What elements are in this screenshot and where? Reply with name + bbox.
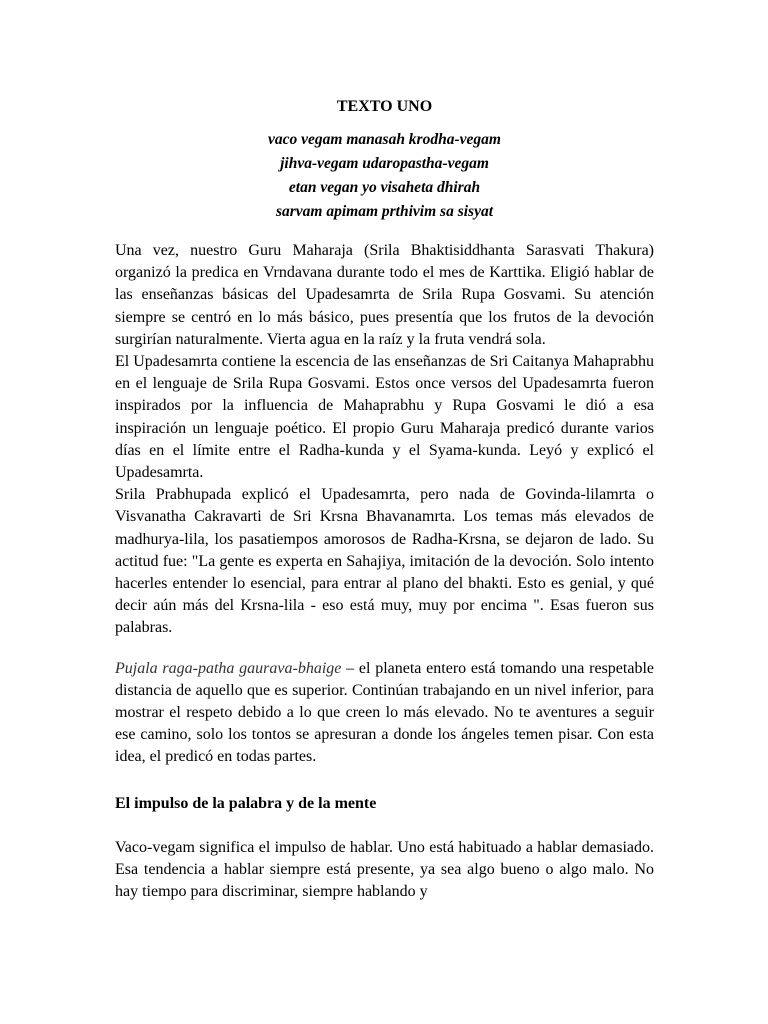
body-paragraph: Vaco-vegam significa el impulso de hablar. Uno está habituado a hablar demasiado. Esa tendencia a hablar siempre está presente, ya sea algo bueno o algo malo. No hay tiempo para discriminar, siempre hablando y [115, 838, 654, 901]
body-paragraph: Srila Prabhupada explicó el Upadesamrta, pero nada de Govinda-lilamrta o Visvanatha Cakravarti de Sri Krsna Bhavanamrta. Los temas más elevados de madhurya-lila, los pasatiempos amorosos de Radha-Krsna, se dejaron de lado. Su actitud fue: "La gente es experta en Sahajiya, imitación de la devoción. Solo intento hacerles entender lo esencial, para entrar al plano del bhakti. Esto es genial, y qué decir aún más del Krsna-lila - eso está muy, muy por encima ". Esas fueron sus palabras. [115, 486, 654, 637]
verse-line: vaco vegam manasah krodha-vegam [268, 131, 501, 148]
page-title: TEXTO UNO [336, 98, 433, 115]
quote-paragraph [115, 658, 654, 769]
verse-block [115, 128, 654, 224]
quote-italic-text: Pujala raga-patha gaurava-bhaige [115, 659, 342, 677]
verse-line: sarvam apimam prthivim sa sisyat [275, 203, 493, 220]
quote-rest-text: – el planeta entero está tomando una respetable distancia de aquello que es superior. Continúan trabajando en un nivel inferior, para mostrar el respeto debido a lo que creen lo más elevado. No te aventures a seguir ese camino, solo los tontos se apresuran a donde los ángeles temen pisar. Con esta idea, el predicó en todas partes. [115, 659, 654, 766]
verse-line: etan vegan yo visaheta dhirah [288, 179, 481, 196]
verse-line: jihva-vegam udaropastha-vegam [280, 155, 489, 172]
body-paragraph: El Upadesamrta contiene la escencia de las enseñanzas de Sri Caitanya Mahaprabhu en el lenguaje de Srila Rupa Gosvami. Estos once versos del Upadesamrta fueron inspirados por la influencia de Mahaprabhu y Rupa Gosvami le dió a esa inspiración un lenguaje poético. El propio Guru Maharaja predicó durante varios días en el límite entre el Radha-kunda y el Syama-kunda. Leyó y explicó el Upadesamrta. [115, 353, 654, 482]
section-heading: El impulso de la palabra y de la mente [115, 794, 377, 812]
body-paragraph: Una vez, nuestro Guru Maharaja (Srila Bhaktisiddhanta Sarasvati Thakura) organizó la predica en Vrndavana durante todo el mes de Karttika. Eligió hablar de las enseñanzas básicas del Upadesamrta de Srila Rupa Gosvami. Su atención siempre se centró en lo más básico, pues presentía que los frutos de la devoción surgirían naturalmente. Vierta agua en la raíz y la fruta vendrá sola. [115, 242, 654, 348]
document-page [115, 96, 654, 903]
